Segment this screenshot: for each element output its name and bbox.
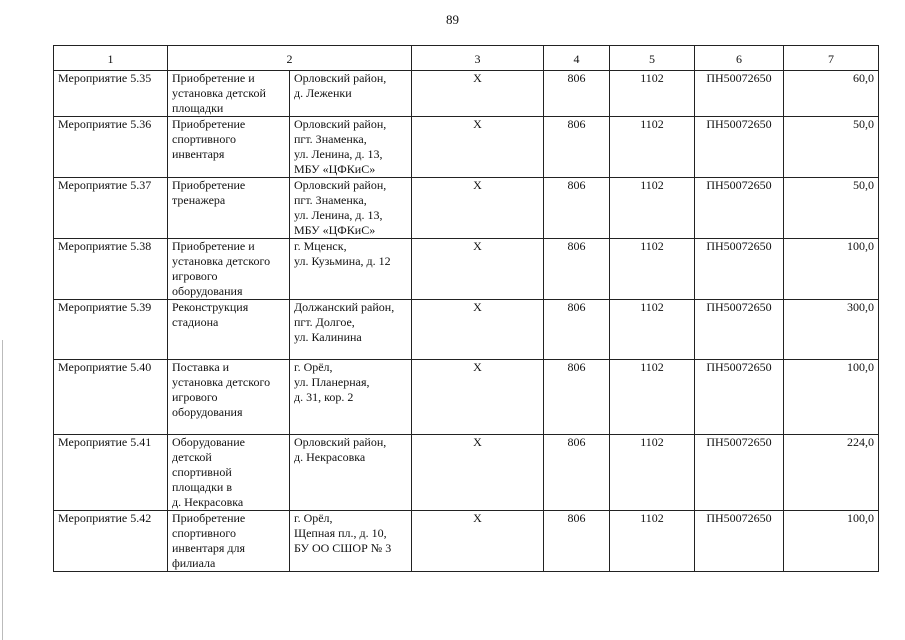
grbs-cell: 806 (544, 178, 610, 239)
place-cell-line: пгт. Долгое, (294, 315, 355, 329)
place-cell (290, 360, 412, 435)
name-cell-line: Приобретение (172, 117, 246, 131)
table-row (54, 239, 879, 300)
name-cell-line: Оборудование (172, 435, 245, 449)
place-cell-line: ул. Ленина, д. 13, (294, 147, 383, 161)
column-header-4: 4 (544, 46, 610, 71)
event-cell: Мероприятие 5.40 (54, 360, 168, 435)
event-cell: Мероприятие 5.41 (54, 435, 168, 511)
name-cell-line: установка детской (172, 86, 266, 100)
event-cell: Мероприятие 5.35 (54, 71, 168, 117)
place-cell-line: д. Леженки (294, 86, 352, 100)
grbs-cell: 806 (544, 300, 610, 360)
x-cell: Х (412, 239, 544, 300)
csr-cell: ПН50072650 (695, 360, 784, 435)
name-cell-line: Приобретение (172, 178, 246, 192)
grbs-cell: 806 (544, 435, 610, 511)
place-cell (290, 178, 412, 239)
name-cell-line: тренажера (172, 193, 226, 207)
event-cell: Мероприятие 5.37 (54, 178, 168, 239)
place-cell-line: Орловский район, (294, 117, 387, 131)
event-cell: Мероприятие 5.42 (54, 511, 168, 572)
name-cell (168, 511, 290, 572)
column-header-2: 2 (168, 46, 412, 71)
csr-cell: ПН50072650 (695, 435, 784, 511)
place-cell (290, 117, 412, 178)
sum-cell: 100,0 (784, 360, 879, 435)
place-cell (290, 71, 412, 117)
place-cell-line: д. Некрасовка (294, 450, 366, 464)
event-cell: Мероприятие 5.39 (54, 300, 168, 360)
grbs-cell: 806 (544, 360, 610, 435)
place-cell-line: ул. Кузьмина, д. 12 (294, 254, 391, 268)
name-cell (168, 239, 290, 300)
x-cell: Х (412, 71, 544, 117)
x-cell: Х (412, 511, 544, 572)
name-cell-line: оборудования (172, 284, 243, 298)
place-cell-line: г. Орёл, (294, 511, 333, 525)
name-cell-line: детской (172, 450, 212, 464)
name-cell-line: спортивной (172, 465, 232, 479)
table-row (54, 71, 879, 117)
x-cell: Х (412, 435, 544, 511)
column-header-6: 6 (695, 46, 784, 71)
place-cell-line: ул. Ленина, д. 13, (294, 208, 383, 222)
name-cell-line: площадки в (172, 480, 232, 494)
table-body (54, 71, 879, 572)
name-cell-line: филиала (172, 556, 216, 570)
page-number: 89 (446, 12, 459, 27)
name-cell-line: Реконструкция (172, 300, 249, 314)
column-header-5: 5 (610, 46, 695, 71)
x-cell: Х (412, 300, 544, 360)
place-cell (290, 300, 412, 360)
name-cell-line: инвентаря (172, 147, 225, 161)
place-cell-line: г. Орёл, (294, 360, 333, 374)
name-cell-line: спортивного (172, 526, 236, 540)
column-header-3: 3 (412, 46, 544, 71)
place-cell-line: Должанский район, (294, 300, 395, 314)
budget-table (53, 45, 879, 572)
name-cell (168, 178, 290, 239)
csr-cell: ПН50072650 (695, 117, 784, 178)
grbs-cell: 806 (544, 117, 610, 178)
place-cell-line: МБУ «ЦФКиС» (294, 162, 376, 176)
rzpr-cell: 1102 (610, 117, 695, 178)
name-cell-line: Приобретение и (172, 71, 255, 85)
table-row (54, 360, 879, 435)
name-cell-line: игрового (172, 390, 218, 404)
sum-cell: 60,0 (784, 71, 879, 117)
grbs-cell: 806 (544, 71, 610, 117)
name-cell (168, 360, 290, 435)
sum-cell: 100,0 (784, 239, 879, 300)
event-cell: Мероприятие 5.36 (54, 117, 168, 178)
x-cell: Х (412, 117, 544, 178)
table-row (54, 117, 879, 178)
place-cell-line: Орловский район, (294, 435, 387, 449)
place-cell-line: пгт. Знаменка, (294, 193, 367, 207)
place-cell-line: БУ ОО СШОР № 3 (294, 541, 392, 555)
rzpr-cell: 1102 (610, 300, 695, 360)
scan-edge-line (2, 340, 3, 640)
rzpr-cell: 1102 (610, 71, 695, 117)
place-cell-line: МБУ «ЦФКиС» (294, 223, 376, 237)
table-row (54, 300, 879, 360)
rzpr-cell: 1102 (610, 360, 695, 435)
x-cell: Х (412, 178, 544, 239)
sum-cell: 50,0 (784, 178, 879, 239)
name-cell-line: оборудования (172, 405, 243, 419)
name-cell-line: игрового (172, 269, 218, 283)
csr-cell: ПН50072650 (695, 239, 784, 300)
name-cell-line: инвентаря для (172, 541, 246, 555)
rzpr-cell: 1102 (610, 511, 695, 572)
sum-cell: 224,0 (784, 435, 879, 511)
place-cell-line: ул. Калинина (294, 330, 362, 344)
place-cell-line: д. 31, кор. 2 (294, 390, 354, 404)
table-row (54, 435, 879, 511)
name-cell-line: Поставка и (172, 360, 230, 374)
sum-cell: 50,0 (784, 117, 879, 178)
place-cell-line: Орловский район, (294, 178, 387, 192)
name-cell-line: д. Некрасовка (172, 495, 244, 509)
column-header-7: 7 (784, 46, 879, 71)
rzpr-cell: 1102 (610, 239, 695, 300)
name-cell-line: площадки (172, 101, 224, 115)
place-cell-line: г. Мценск, (294, 239, 347, 253)
place-cell-line: Щепная пл., д. 10, (294, 526, 387, 540)
place-cell (290, 435, 412, 511)
sum-cell: 300,0 (784, 300, 879, 360)
place-cell (290, 511, 412, 572)
grbs-cell: 806 (544, 511, 610, 572)
rzpr-cell: 1102 (610, 178, 695, 239)
table-row (54, 511, 879, 572)
column-header-1: 1 (54, 46, 168, 71)
name-cell (168, 435, 290, 511)
place-cell-line: Орловский район, (294, 71, 387, 85)
name-cell (168, 117, 290, 178)
name-cell-line: спортивного (172, 132, 236, 146)
csr-cell: ПН50072650 (695, 300, 784, 360)
name-cell-line: установка детского (172, 254, 271, 268)
x-cell: Х (412, 360, 544, 435)
table-row (54, 178, 879, 239)
name-cell-line: стадиона (172, 315, 219, 329)
sum-cell: 100,0 (784, 511, 879, 572)
name-cell-line: Приобретение и (172, 239, 255, 253)
place-cell-line: пгт. Знаменка, (294, 132, 367, 146)
name-cell (168, 71, 290, 117)
name-cell (168, 300, 290, 360)
csr-cell: ПН50072650 (695, 511, 784, 572)
grbs-cell: 806 (544, 239, 610, 300)
event-cell: Мероприятие 5.38 (54, 239, 168, 300)
csr-cell: ПН50072650 (695, 178, 784, 239)
place-cell-line: ул. Планерная, (294, 375, 370, 389)
rzpr-cell: 1102 (610, 435, 695, 511)
name-cell-line: Приобретение (172, 511, 246, 525)
place-cell (290, 239, 412, 300)
csr-cell: ПН50072650 (695, 71, 784, 117)
header-row (54, 46, 879, 71)
name-cell-line: установка детского (172, 375, 271, 389)
